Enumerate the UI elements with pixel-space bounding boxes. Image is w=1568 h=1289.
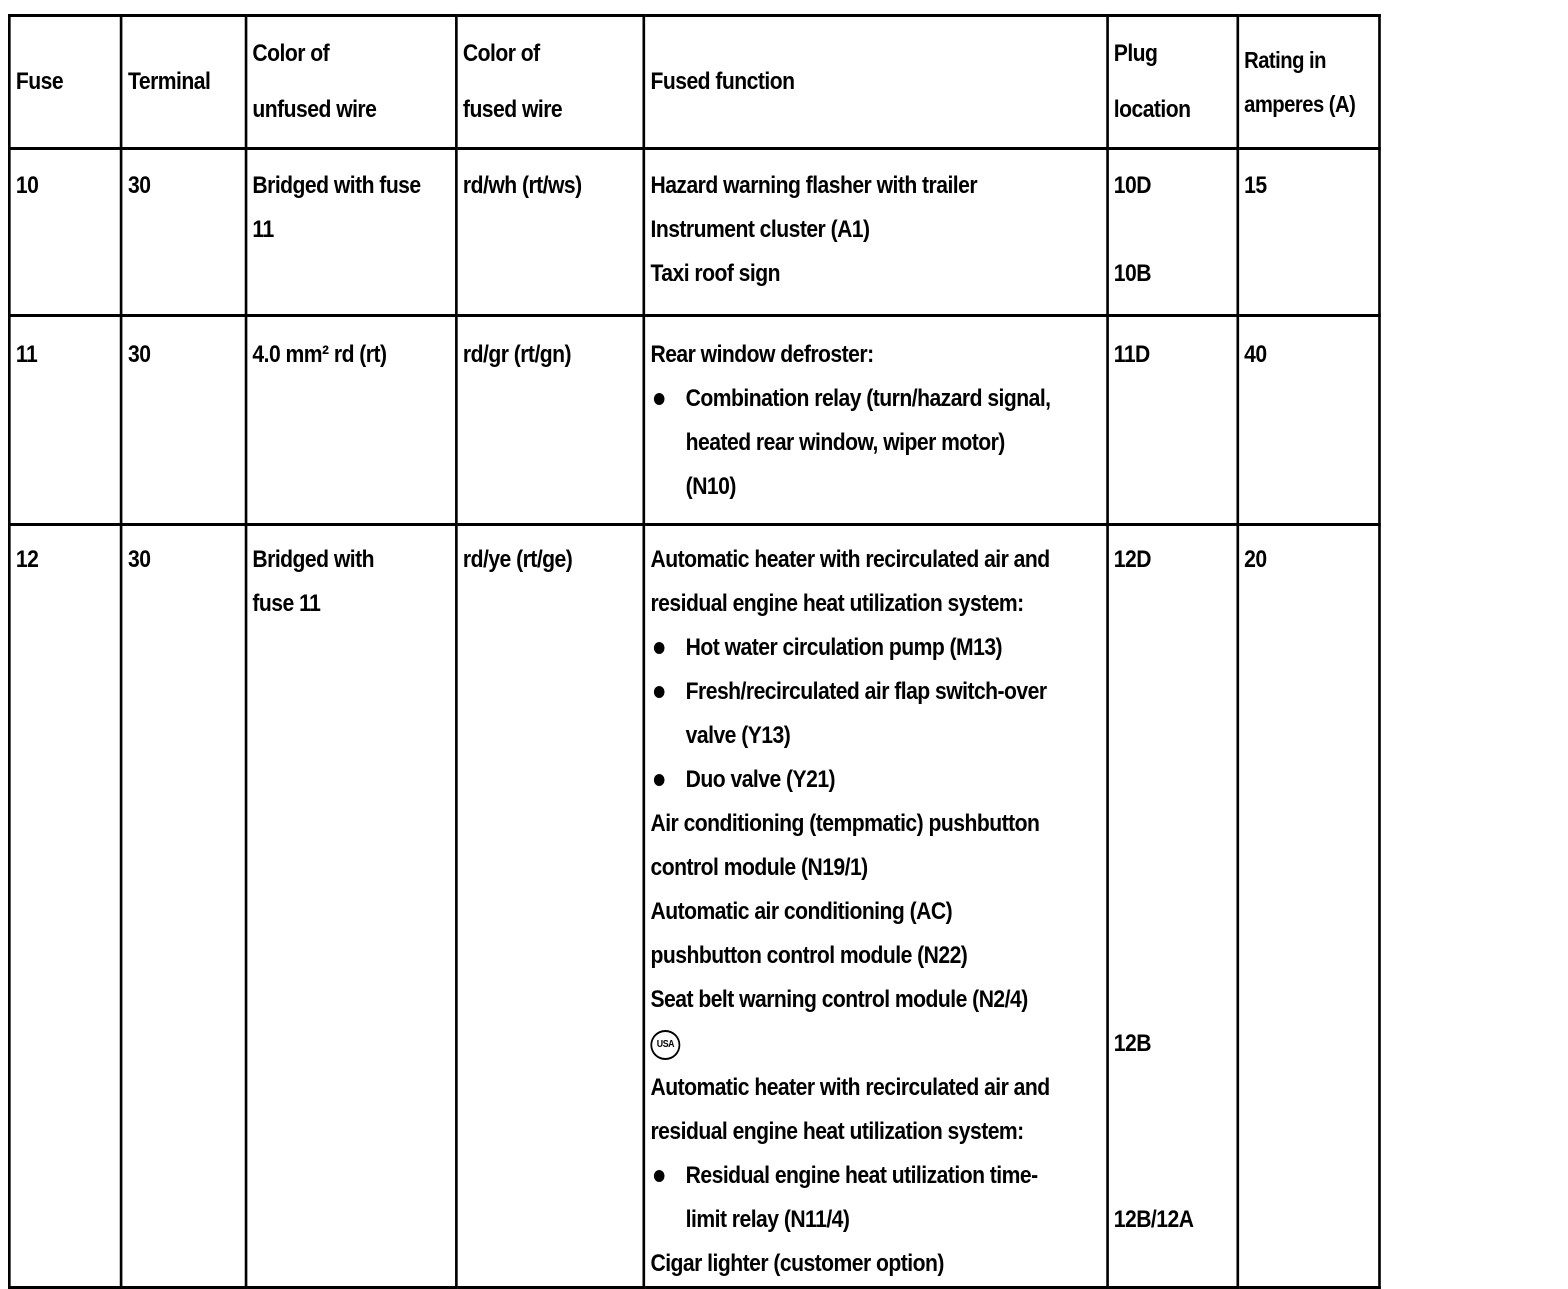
cell-fused-wire: rd/gr (rt/gn) (456, 316, 644, 525)
header-fused-wire: Color of fused wire (456, 16, 644, 149)
cell-plug-location: 11D (1107, 316, 1237, 525)
bullet-item: Duo valve (Y21) (650, 758, 1100, 802)
cell-fuse: 10 (9, 149, 121, 316)
cell-plug-location: 10D 10B (1107, 149, 1237, 316)
bullet-item: Fresh/recirculated air flap switch-over (650, 670, 1100, 714)
cell-rating: 20 (1238, 525, 1380, 1288)
bullet-icon (654, 642, 665, 654)
cell-terminal: 30 (121, 525, 245, 1288)
bullet-icon (654, 393, 665, 405)
bullet-icon (654, 774, 665, 786)
cell-rating: 15 (1238, 149, 1380, 316)
cell-unfused-wire: Bridged with fuse 11 (246, 149, 457, 316)
bullet-item: Residual engine heat utilization time- (650, 1154, 1100, 1198)
cell-fused-function: Automatic heater with recirculated air and residual engine heat utilization system: Hot water circulation pump (M13) Fresh/recirculated air flap switch-over valve (Y13) Duo valve (Y21) Air conditioning (tempmatic) pushbutton control module (N19/1) Automatic air conditioning (AC) pushbutton control module (N22) Seat belt warning control module (N2/4) USA Automatic heater with recirculated air and residual engine heat utilization system: Residual engine heat utilization time- limit relay (N11/4) Cigar lighter (customer option) (644, 525, 1107, 1288)
bullet-item: Combination relay (turn/hazard signal, (650, 377, 1100, 421)
cell-rating: 40 (1238, 316, 1380, 525)
cell-unfused-wire: 4.0 mm² rd (rt) (246, 316, 457, 525)
header-fused-function: Fused function (644, 16, 1107, 149)
bullet-icon (654, 686, 665, 698)
cell-terminal: 30 (121, 316, 245, 525)
cell-unfused-wire: Bridged with fuse 11 (246, 525, 457, 1288)
cell-fused-wire: rd/wh (rt/ws) (456, 149, 644, 316)
header-plug-location: Plug location (1107, 16, 1237, 149)
cell-fuse: 11 (9, 316, 121, 525)
table-row (9, 316, 1379, 525)
cell-fused-wire: rd/ye (rt/ge) (456, 525, 644, 1288)
usa-icon: USA (650, 1030, 680, 1060)
header-rating: Rating in amperes (A) (1238, 16, 1380, 149)
bullet-item: Hot water circulation pump (M13) (650, 626, 1100, 670)
bullet-icon (654, 1170, 665, 1182)
header-row (9, 16, 1379, 149)
cell-fused-function: Rear window defroster: Combination relay (turn/hazard signal, heated rear window, wiper motor) (N10) (644, 316, 1107, 525)
table-row (9, 525, 1379, 1288)
cell-terminal: 30 (121, 149, 245, 316)
cell-fuse: 12 (9, 525, 121, 1288)
table-row (9, 149, 1379, 316)
header-fuse: Fuse (9, 16, 121, 149)
cell-plug-location: 12D 12B 12B/12A (1107, 525, 1237, 1288)
header-unfused-wire: Color of unfused wire (246, 16, 457, 149)
cell-fused-function: Hazard warning flasher with trailer Instrument cluster (A1) Taxi roof sign (644, 149, 1107, 316)
header-terminal: Terminal (121, 16, 245, 149)
fuse-table (8, 14, 1381, 1289)
